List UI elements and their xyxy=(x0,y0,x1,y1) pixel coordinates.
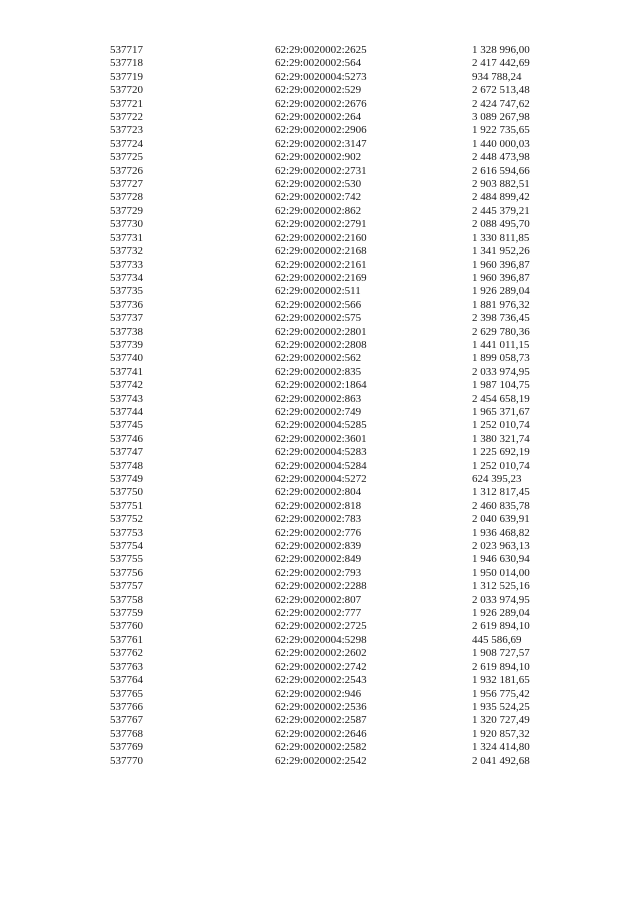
record-number: 537743 xyxy=(110,392,143,405)
cadastral-value: 1 935 524,25 xyxy=(472,700,530,713)
record-number: 537755 xyxy=(110,553,143,566)
record-number: 537742 xyxy=(110,379,143,392)
record-number: 537731 xyxy=(110,231,143,244)
cadastral-value: 2 460 835,78 xyxy=(472,499,530,512)
table-row xyxy=(0,594,640,607)
record-number: 537764 xyxy=(110,674,143,687)
cadastral-number: 62:29:0020002:946 xyxy=(275,687,362,700)
cadastral-number: 62:29:0020002:2791 xyxy=(275,218,367,231)
cadastral-number: 62:29:0020002:835 xyxy=(275,365,362,378)
cadastral-number: 62:29:0020002:2625 xyxy=(275,44,367,56)
record-number: 537721 xyxy=(110,97,143,110)
record-number: 537717 xyxy=(110,44,143,56)
cadastral-number: 62:29:0020002:793 xyxy=(275,566,362,579)
cadastral-number: 62:29:0020002:2160 xyxy=(275,231,367,244)
record-number: 537730 xyxy=(110,218,143,231)
record-number: 537753 xyxy=(110,526,143,539)
table-row xyxy=(0,460,640,473)
cadastral-number: 62:29:0020002:2808 xyxy=(275,338,367,351)
cadastral-value: 1 926 289,04 xyxy=(472,607,530,620)
record-number: 537723 xyxy=(110,124,143,137)
table-row xyxy=(0,741,640,754)
record-number: 537763 xyxy=(110,660,143,673)
cadastral-number: 62:29:0020002:3601 xyxy=(275,432,367,445)
table-row xyxy=(0,580,640,593)
table-row xyxy=(0,446,640,459)
cadastral-number: 62:29:0020002:839 xyxy=(275,540,362,553)
table-row xyxy=(0,124,640,137)
table-row xyxy=(0,486,640,499)
cadastral-number: 62:29:0020004:5285 xyxy=(275,419,367,432)
record-number: 537760 xyxy=(110,620,143,633)
record-number: 537770 xyxy=(110,754,143,767)
record-number: 537756 xyxy=(110,566,143,579)
table-row xyxy=(0,165,640,178)
cadastral-value: 1 922 735,65 xyxy=(472,124,530,137)
cadastral-value: 1 324 414,80 xyxy=(472,741,530,754)
cadastral-number: 62:29:0020002:2742 xyxy=(275,660,367,673)
record-number: 537727 xyxy=(110,178,143,191)
record-number: 537744 xyxy=(110,405,143,418)
record-number: 537746 xyxy=(110,432,143,445)
table-row xyxy=(0,500,640,513)
cadastral-value: 624 395,23 xyxy=(472,473,522,485)
cadastral-value: 934 788,24 xyxy=(472,70,522,83)
cadastral-value: 2 033 974,95 xyxy=(472,365,530,378)
table-row xyxy=(0,366,640,379)
record-number: 537748 xyxy=(110,459,143,472)
cadastral-number: 62:29:0020004:5298 xyxy=(275,633,367,646)
cadastral-number: 62:29:0020002:776 xyxy=(275,526,362,539)
cadastral-number: 62:29:0020002:2646 xyxy=(275,727,367,740)
table-row xyxy=(0,191,640,204)
cadastral-number: 62:29:0020002:2725 xyxy=(275,620,367,633)
cadastral-number: 62:29:0020002:2906 xyxy=(275,124,367,137)
table-row xyxy=(0,661,640,674)
record-number: 537729 xyxy=(110,204,143,217)
cadastral-number: 62:29:0020004:5283 xyxy=(275,446,367,459)
cadastral-number: 62:29:0020002:804 xyxy=(275,486,362,499)
table-row xyxy=(0,513,640,526)
table-row xyxy=(0,567,640,580)
cadastral-number: 62:29:0020002:1864 xyxy=(275,379,367,392)
table-row xyxy=(0,138,640,151)
record-number: 537762 xyxy=(110,647,143,660)
cadastral-number: 62:29:0020002:566 xyxy=(275,298,362,311)
cadastral-value: 1 341 952,26 xyxy=(472,245,530,258)
record-number: 537766 xyxy=(110,700,143,713)
table-row xyxy=(0,205,640,218)
table-row xyxy=(0,285,640,298)
record-number: 537732 xyxy=(110,245,143,258)
table-row xyxy=(0,674,640,687)
cadastral-number: 62:29:0020002:749 xyxy=(275,405,362,418)
cadastral-number: 62:29:0020002:2536 xyxy=(275,700,367,713)
record-number: 537754 xyxy=(110,540,143,553)
table-row xyxy=(0,272,640,285)
cadastral-value: 2 454 658,19 xyxy=(472,392,530,405)
cadastral-value: 1 899 058,73 xyxy=(472,352,530,365)
record-number: 537733 xyxy=(110,258,143,271)
cadastral-value: 2 484 899,42 xyxy=(472,191,530,204)
record-number: 537738 xyxy=(110,325,143,338)
table-row xyxy=(0,647,640,660)
cadastral-value: 1 881 976,32 xyxy=(472,298,530,311)
cadastral-value: 1 441 011,15 xyxy=(472,338,530,351)
cadastral-value: 1 440 000,03 xyxy=(472,137,530,150)
table-row xyxy=(0,433,640,446)
table-row xyxy=(0,607,640,620)
cadastral-value: 2 672 513,48 xyxy=(472,84,530,97)
cadastral-value: 445 586,69 xyxy=(472,633,522,646)
cadastral-number: 62:29:0020002:818 xyxy=(275,499,362,512)
record-number: 537722 xyxy=(110,111,143,124)
record-number: 537751 xyxy=(110,499,143,512)
table-row xyxy=(0,111,640,124)
table-row xyxy=(0,473,640,486)
record-number: 537750 xyxy=(110,486,143,499)
cadastral-number: 62:29:0020002:742 xyxy=(275,191,362,204)
cadastral-value: 1 312 525,16 xyxy=(472,580,530,593)
record-number: 537734 xyxy=(110,271,143,284)
cadastral-number: 62:29:0020004:5284 xyxy=(275,459,367,472)
table-row xyxy=(0,218,640,231)
table-row xyxy=(0,352,640,365)
table-row xyxy=(0,701,640,714)
cadastral-value: 1 225 692,19 xyxy=(472,446,530,459)
record-number: 537745 xyxy=(110,419,143,432)
table-row xyxy=(0,540,640,553)
cadastral-value: 1 965 371,67 xyxy=(472,405,530,418)
record-number: 537735 xyxy=(110,285,143,298)
record-number: 537761 xyxy=(110,633,143,646)
cadastral-number: 62:29:0020002:902 xyxy=(275,151,362,164)
record-number: 537741 xyxy=(110,365,143,378)
table-row xyxy=(0,84,640,97)
record-number: 537758 xyxy=(110,593,143,606)
cadastral-value: 2 629 780,36 xyxy=(472,325,530,338)
cadastral-number: 62:29:0020002:849 xyxy=(275,553,362,566)
cadastral-value: 1 312 817,45 xyxy=(472,486,530,499)
record-number: 537769 xyxy=(110,741,143,754)
table-row xyxy=(0,728,640,741)
record-number: 537757 xyxy=(110,580,143,593)
cadastral-number: 62:29:0020002:575 xyxy=(275,312,362,325)
record-number: 537747 xyxy=(110,446,143,459)
cadastral-number: 62:29:0020004:5273 xyxy=(275,70,367,83)
cadastral-value: 1 960 396,87 xyxy=(472,271,530,284)
cadastral-number: 62:29:0020002:2587 xyxy=(275,714,367,727)
cadastral-number: 62:29:0020002:529 xyxy=(275,84,362,97)
cadastral-value: 3 089 267,98 xyxy=(472,111,530,124)
cadastral-value: 2 903 882,51 xyxy=(472,178,530,191)
table-row xyxy=(0,326,640,339)
cadastral-value: 2 033 974,95 xyxy=(472,593,530,606)
table-row xyxy=(0,714,640,727)
table-row xyxy=(0,339,640,352)
table-row xyxy=(0,312,640,325)
cadastral-value: 1 926 289,04 xyxy=(472,285,530,298)
cadastral-number: 62:29:0020002:2602 xyxy=(275,647,367,660)
cadastral-number: 62:29:0020002:2582 xyxy=(275,741,367,754)
record-number: 537749 xyxy=(110,473,143,485)
table-row xyxy=(0,406,640,419)
record-number: 537767 xyxy=(110,714,143,727)
cadastral-number: 62:29:0020002:562 xyxy=(275,352,362,365)
cadastral-number: 62:29:0020002:2542 xyxy=(275,754,367,767)
cadastral-value: 2 088 495,70 xyxy=(472,218,530,231)
table-row xyxy=(0,44,640,57)
cadastral-value: 1 960 396,87 xyxy=(472,258,530,271)
cadastral-value: 2 398 736,45 xyxy=(472,312,530,325)
record-number: 537728 xyxy=(110,191,143,204)
cadastral-value: 1 252 010,74 xyxy=(472,419,530,432)
cadastral-number: 62:29:0020002:2169 xyxy=(275,271,367,284)
cadastral-number: 62:29:0020002:2801 xyxy=(275,325,367,338)
cadastral-number: 62:29:0020002:807 xyxy=(275,593,362,606)
record-number: 537719 xyxy=(110,70,143,83)
cadastral-value: 2 616 594,66 xyxy=(472,164,530,177)
table-row xyxy=(0,688,640,701)
table-row xyxy=(0,620,640,633)
record-number: 537718 xyxy=(110,57,143,70)
cadastral-value: 2 417 442,69 xyxy=(472,57,530,70)
cadastral-number: 62:29:0020002:2676 xyxy=(275,97,367,110)
cadastral-value: 1 908 727,57 xyxy=(472,647,530,660)
table-row xyxy=(0,379,640,392)
table-row xyxy=(0,299,640,312)
cadastral-number: 62:29:0020002:2288 xyxy=(275,580,367,593)
cadastral-number: 62:29:0020002:2543 xyxy=(275,674,367,687)
table-row xyxy=(0,57,640,70)
record-number: 537736 xyxy=(110,298,143,311)
cadastral-value: 1 956 775,42 xyxy=(472,687,530,700)
table-row xyxy=(0,259,640,272)
record-number: 537720 xyxy=(110,84,143,97)
table-row xyxy=(0,393,640,406)
record-number: 537752 xyxy=(110,513,143,526)
cadastral-number: 62:29:0020002:3147 xyxy=(275,137,367,150)
table-row xyxy=(0,98,640,111)
table-row xyxy=(0,527,640,540)
cadastral-value: 2 619 894,10 xyxy=(472,660,530,673)
cadastral-value: 1 932 181,65 xyxy=(472,674,530,687)
table-row xyxy=(0,755,640,768)
cadastral-value: 1 380 321,74 xyxy=(472,432,530,445)
cadastral-number: 62:29:0020002:2161 xyxy=(275,258,367,271)
cadastral-number: 62:29:0020004:5272 xyxy=(275,473,367,485)
cadastral-value: 1 946 630,94 xyxy=(472,553,530,566)
cadastral-value: 2 448 473,98 xyxy=(472,151,530,164)
cadastral-value: 2 041 492,68 xyxy=(472,754,530,767)
record-number: 537725 xyxy=(110,151,143,164)
cadastral-number: 62:29:0020002:264 xyxy=(275,111,362,124)
cadastral-value: 1 320 727,49 xyxy=(472,714,530,727)
cadastral-number: 62:29:0020002:2731 xyxy=(275,164,367,177)
cadastral-value: 2 023 963,13 xyxy=(472,540,530,553)
cadastral-value: 1 330 811,85 xyxy=(472,231,530,244)
records-table xyxy=(0,44,640,768)
cadastral-number: 62:29:0020002:530 xyxy=(275,178,362,191)
cadastral-number: 62:29:0020002:777 xyxy=(275,607,362,620)
cadastral-value: 1 950 014,00 xyxy=(472,566,530,579)
record-number: 537740 xyxy=(110,352,143,365)
cadastral-value: 2 445 379,21 xyxy=(472,204,530,217)
record-number: 537724 xyxy=(110,137,143,150)
cadastral-number: 62:29:0020002:862 xyxy=(275,204,362,217)
table-row xyxy=(0,151,640,164)
record-number: 537759 xyxy=(110,607,143,620)
cadastral-number: 62:29:0020002:511 xyxy=(275,285,361,298)
cadastral-value: 1 987 104,75 xyxy=(472,379,530,392)
table-row xyxy=(0,178,640,191)
record-number: 537737 xyxy=(110,312,143,325)
record-number: 537726 xyxy=(110,164,143,177)
table-row xyxy=(0,553,640,566)
record-number: 537768 xyxy=(110,727,143,740)
cadastral-number: 62:29:0020002:783 xyxy=(275,513,362,526)
table-row xyxy=(0,634,640,647)
cadastral-value: 1 328 996,00 xyxy=(472,44,530,56)
record-number: 537739 xyxy=(110,338,143,351)
record-number: 537765 xyxy=(110,687,143,700)
cadastral-number: 62:29:0020002:564 xyxy=(275,57,362,70)
cadastral-number: 62:29:0020002:2168 xyxy=(275,245,367,258)
table-row xyxy=(0,419,640,432)
table-row xyxy=(0,71,640,84)
cadastral-value: 1 936 468,82 xyxy=(472,526,530,539)
table-row xyxy=(0,245,640,258)
cadastral-value: 1 252 010,74 xyxy=(472,459,530,472)
cadastral-value: 2 424 747,62 xyxy=(472,97,530,110)
cadastral-value: 2 619 894,10 xyxy=(472,620,530,633)
cadastral-value: 1 920 857,32 xyxy=(472,727,530,740)
table-row xyxy=(0,232,640,245)
cadastral-number: 62:29:0020002:863 xyxy=(275,392,362,405)
cadastral-value: 2 040 639,91 xyxy=(472,513,530,526)
